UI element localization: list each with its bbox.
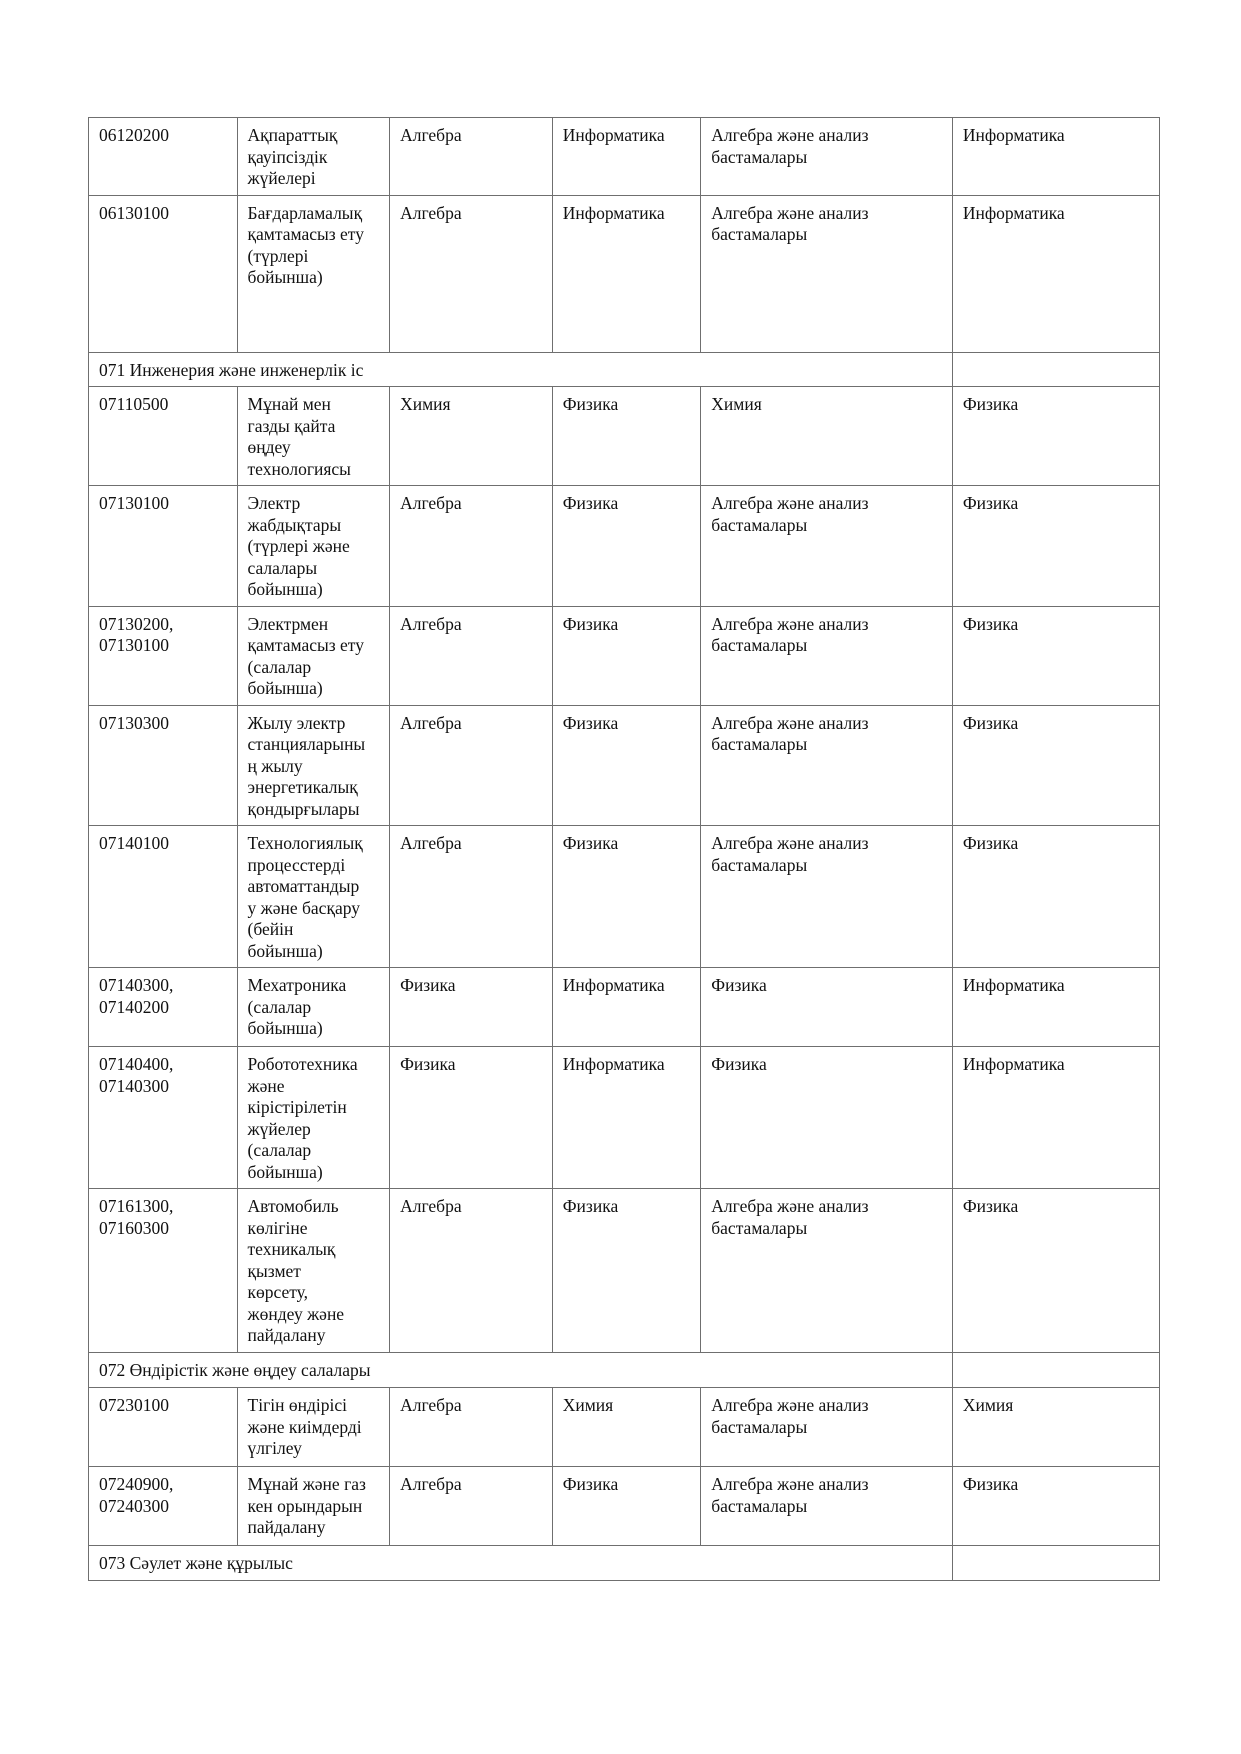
section-row xyxy=(89,1353,1160,1388)
subject-cell: Алгебра xyxy=(390,606,553,705)
section-heading: 072 Өндірістік және өңдеу салалары xyxy=(89,1353,953,1388)
subject-cell: Физика xyxy=(952,1189,1159,1353)
table-row xyxy=(89,826,1160,968)
empty-cell xyxy=(952,1546,1159,1581)
subject-cell: Химия xyxy=(701,387,953,486)
subject-cell: Алгебра xyxy=(390,705,553,826)
table-body xyxy=(89,118,1160,1581)
table-row xyxy=(89,486,1160,607)
subject-cell: Физика xyxy=(952,486,1159,607)
subject-cell: Информатика xyxy=(552,118,701,196)
specialty-code: 07230100 xyxy=(89,1388,238,1467)
specialty-name: Бағдарламалық қамтамасыз ету (түрлері бойынша) xyxy=(237,195,390,352)
specialty-code: 07140400, 07140300 xyxy=(89,1047,238,1189)
subject-cell: Алгебра және анализ бастамалары xyxy=(701,118,953,196)
subject-cell: Алгебра және анализ бастамалары xyxy=(701,1388,953,1467)
specialty-name: Электрмен қамтамасыз ету (салалар бойынша) xyxy=(237,606,390,705)
specialty-name: Мұнай және газ кен орындарын пайдалану xyxy=(237,1467,390,1546)
table-row xyxy=(89,705,1160,826)
specialty-code: 07140300, 07140200 xyxy=(89,968,238,1047)
subject-cell: Физика xyxy=(390,1047,553,1189)
specialty-code: 06130100 xyxy=(89,195,238,352)
subject-cell: Алгебра және анализ бастамалары xyxy=(701,1189,953,1353)
section-row xyxy=(89,1546,1160,1581)
subject-cell: Алгебра және анализ бастамалары xyxy=(701,606,953,705)
subject-cell: Физика xyxy=(552,486,701,607)
subject-cell: Алгебра және анализ бастамалары xyxy=(701,1467,953,1546)
section-row xyxy=(89,352,1160,387)
specialty-code: 07110500 xyxy=(89,387,238,486)
specialties-table xyxy=(88,117,1160,1581)
specialty-name: Тігін өндірісі және киімдерді үлгілеу xyxy=(237,1388,390,1467)
table-row xyxy=(89,606,1160,705)
subject-cell: Химия xyxy=(390,387,553,486)
specialty-code: 07130300 xyxy=(89,705,238,826)
table-row xyxy=(89,1047,1160,1189)
table-row xyxy=(89,387,1160,486)
specialty-name: Ақпараттық қауіпсіздік жүйелері xyxy=(237,118,390,196)
subject-cell: Информатика xyxy=(952,1047,1159,1189)
specialty-name: Мехатроника (салалар бойынша) xyxy=(237,968,390,1047)
subject-cell: Физика xyxy=(701,1047,953,1189)
subject-cell: Информатика xyxy=(952,968,1159,1047)
subject-cell: Физика xyxy=(552,1467,701,1546)
specialty-name: Технологиялық процесстерді автоматтандыр у және басқару (бейін бойынша) xyxy=(237,826,390,968)
subject-cell: Алгебра xyxy=(390,118,553,196)
subject-cell: Информатика xyxy=(552,968,701,1047)
specialty-code: 07130100 xyxy=(89,486,238,607)
specialty-code: 07161300, 07160300 xyxy=(89,1189,238,1353)
table-row xyxy=(89,968,1160,1047)
specialty-name: Электр жабдықтары (түрлері және салалары бойынша) xyxy=(237,486,390,607)
table-row xyxy=(89,195,1160,352)
subject-cell: Химия xyxy=(952,1388,1159,1467)
subject-cell: Информатика xyxy=(552,1047,701,1189)
subject-cell: Физика xyxy=(552,1189,701,1353)
subject-cell: Физика xyxy=(952,387,1159,486)
subject-cell: Алгебра xyxy=(390,1467,553,1546)
subject-cell: Физика xyxy=(390,968,553,1047)
empty-cell xyxy=(952,1353,1159,1388)
table-row xyxy=(89,118,1160,196)
subject-cell: Алгебра xyxy=(390,486,553,607)
subject-cell: Физика xyxy=(552,606,701,705)
subject-cell: Химия xyxy=(552,1388,701,1467)
subject-cell: Физика xyxy=(701,968,953,1047)
subject-cell: Физика xyxy=(552,387,701,486)
specialty-code: 06120200 xyxy=(89,118,238,196)
subject-cell: Алгебра xyxy=(390,1388,553,1467)
subject-cell: Алгебра xyxy=(390,826,553,968)
table-row xyxy=(89,1467,1160,1546)
specialty-name: Мұнай мен газды қайта өңдеу технологиясы xyxy=(237,387,390,486)
specialty-name: Автомобиль көлігіне техникалық қызмет көрсету, жөндеу және пайдалану xyxy=(237,1189,390,1353)
subject-cell: Алгебра xyxy=(390,1189,553,1353)
subject-cell: Информатика xyxy=(552,195,701,352)
subject-cell: Физика xyxy=(552,705,701,826)
section-heading: 073 Сәулет және құрылыс xyxy=(89,1546,953,1581)
subject-cell: Физика xyxy=(552,826,701,968)
empty-cell xyxy=(952,352,1159,387)
subject-cell: Физика xyxy=(952,606,1159,705)
subject-cell: Физика xyxy=(952,826,1159,968)
specialty-code: 07130200, 07130100 xyxy=(89,606,238,705)
subject-cell: Алгебра және анализ бастамалары xyxy=(701,826,953,968)
specialty-code: 07240900, 07240300 xyxy=(89,1467,238,1546)
subject-cell: Алгебра xyxy=(390,195,553,352)
specialty-name: Робототехника және кірістірілетін жүйелер (салалар бойынша) xyxy=(237,1047,390,1189)
subject-cell: Алгебра және анализ бастамалары xyxy=(701,705,953,826)
specialty-name: Жылу электр станцияларыны ң жылу энергетикалық қондырғылары xyxy=(237,705,390,826)
subject-cell: Алгебра және анализ бастамалары xyxy=(701,195,953,352)
subject-cell: Физика xyxy=(952,705,1159,826)
subject-cell: Физика xyxy=(952,1467,1159,1546)
table-row xyxy=(89,1189,1160,1353)
specialty-code: 07140100 xyxy=(89,826,238,968)
table-row xyxy=(89,1388,1160,1467)
subject-cell: Информатика xyxy=(952,118,1159,196)
section-heading: 071 Инженерия және инженерлік іс xyxy=(89,352,953,387)
subject-cell: Информатика xyxy=(952,195,1159,352)
subject-cell: Алгебра және анализ бастамалары xyxy=(701,486,953,607)
